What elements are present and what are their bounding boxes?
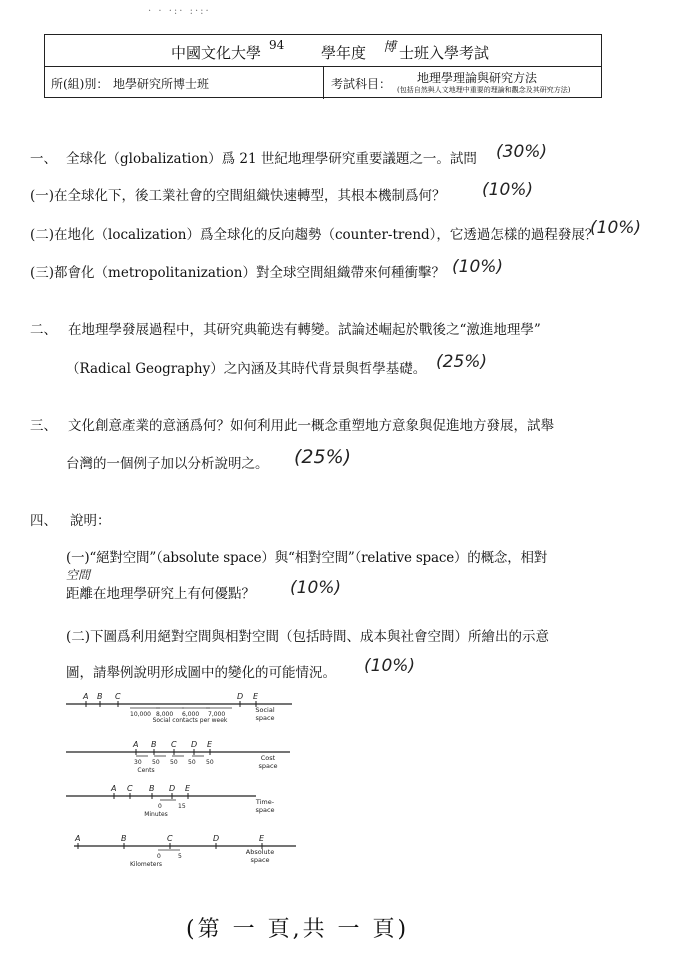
q2-score: (25%) [436,352,488,372]
exam-name: 士班入學考試 [399,44,490,62]
q4-sub2-line1: (二)下圖爲利用絕對空間與相對空間（包括時間、成本與社會空間）所繪出的示意 [66,629,550,645]
q1-score: (30%) [496,142,548,162]
q4-sub1-line2: 距離在地理學研究上有何優點？ [66,586,255,602]
diagram-row-2-space-label: space [258,762,278,770]
diagram-row-2-tick-label: 50 [206,759,214,766]
q1-text: 全球化（globalization）爲 21 世紀地理學研究重要議題之一。試問 [66,151,477,167]
academic-year: 94 [269,38,285,52]
diagram-row-4-tick-label: 0 [157,853,161,860]
degree-handwritten: 博 [383,40,397,55]
subject-label: 考試科目： [331,77,392,91]
diagram-row-1-point-label: A [83,692,89,701]
q2-line1: 在地理學發展過程中，其研究典範迭有轉變。試論述崛起於戰後之“激進地理學” [68,322,541,338]
header-info-row [45,66,601,99]
diagram-row-4-axis-label: Kilometers [129,861,163,868]
diagram-row-1-point-label: B [97,692,103,701]
diagram-row-3-point-label: C [127,784,133,793]
q4-sub1-score: (10%) [290,578,342,598]
q3-number: 三、 [30,418,57,434]
diagram-row-4-tick-label: 5 [178,853,182,860]
diagram-row-1-point-label: E [253,692,259,701]
diagram-row-4-point-label: C [167,834,173,843]
diagram-row-2-tick-label: 50 [152,759,160,766]
q4-sub1-handwritten: 空間 [66,568,91,582]
q4-sub1-line1: (一)“絕對空間”（absolute space）與“相對空間”（relative space）的概念，相對 [66,550,548,566]
q4-sub2-score: (10%) [364,656,416,676]
q1-sub1-text: (一)在全球化下，後工業社會的空間組織快速轉型，其根本機制爲何？ [30,188,446,204]
q1-sub3-text: (三)都會化（metropolitanization）對全球空間組織帶來何種衝擊？ [30,265,445,281]
diagram-row-1-tick-label: 10,000 [130,711,151,718]
diagram-row-1-point-label: D [237,692,244,701]
diagram-row-2-point-label: D [191,740,198,749]
q1-sub2-text: (二)在地化（localization）爲全球化的反向趨勢（counter-trend），它透過怎樣的過程發展？ [30,227,599,243]
q4-intro: 說明： [70,513,111,529]
diagram-row-3-space-label: space [255,806,275,814]
diagram-row-1-tick-label: 8,000 [156,711,174,718]
q3-line1: 文化創意產業的意涵爲何？如何利用此一概念重塑地方意象與促進地方發展，試舉 [68,418,554,434]
header-title-row [45,35,601,67]
diagram-row-2-point-label: E [207,740,213,749]
diagram-row-3-space-label: Time- [255,798,275,806]
diagram-row-1-tick-label: 6,000 [182,711,200,718]
q2-line2: （Radical Geography）之內涵及其時代背景與哲學基礎。 [66,361,427,377]
diagram-row-1-space-label: Social [255,706,275,714]
q1-number: 一、 [30,151,57,167]
diagram-row-3-point-label: B [149,784,155,793]
relative-space-diagram [60,688,300,878]
university-name: 中國文化大學 [171,44,262,62]
dept-value: 地學研究所博士班 [113,77,210,91]
diagram-row-3-point-label: D [169,784,176,793]
diagram-row-3-point-label: A [111,784,117,793]
diagram-row-4-point-label: D [213,834,220,843]
q1-sub3-score: (10%) [452,257,504,277]
q1-sub2-score: (10%) [590,218,642,238]
diagram-row-1-point-label: C [115,692,121,701]
diagram-row-2-point-label: A [133,740,139,749]
subject-value: 地理學理論與研究方法 [417,71,538,85]
diagram-row-4-point-label: E [259,834,265,843]
year-suffix: 學年度 [321,44,367,62]
q4-sub2-line2: 圖，請舉例說明形成圖中的變化的可能情況。 [66,665,336,681]
diagram-row-3-tick-label: 0 [158,803,162,810]
diagram-row-3-axis-label: Minutes [144,811,168,818]
q3-score: (25%) [294,446,352,468]
diagram-row-2-point-label: C [171,740,177,749]
q2-number: 二、 [30,322,57,338]
diagram-row-4-point-label: B [121,834,127,843]
page-footer: (第 一 頁,共 一 頁) [186,917,410,942]
q3-line2: 台灣的一個例子加以分析說明之。 [66,456,269,472]
diagram-row-4-space-label: space [250,856,270,864]
diagram-row-2-point-label: B [151,740,157,749]
q1-sub1-score: (10%) [482,180,534,200]
diagram-row-1-tick-label: 7,000 [208,711,226,718]
scan-noise: · · ·:· :·:· [148,6,211,17]
diagram-row-1-axis-label: Social contacts per week [152,717,228,724]
diagram-row-2-space-label: Cost [260,754,276,762]
q4-number: 四、 [30,513,57,529]
diagram-row-1-space-label: space [255,714,275,722]
diagram-row-3-tick-label: 15 [178,803,186,810]
diagram-row-2-axis-label: Cents [137,767,155,774]
diagram-row-4-point-label: A [75,834,81,843]
header-divider [323,66,324,99]
diagram-row-2-tick-label: 50 [188,759,196,766]
exam-header [44,34,602,98]
diagram-row-2-tick-label: 30 [134,759,142,766]
subject-note: (包括自然與人文地理中重要的理論和觀念及其研究方法) [397,86,571,94]
diagram-row-3-point-label: E [185,784,191,793]
dept-label: 所(組)別： [51,77,109,91]
diagram-row-4-space-label: Absolute [245,848,275,856]
diagram-row-2-tick-label: 50 [170,759,178,766]
